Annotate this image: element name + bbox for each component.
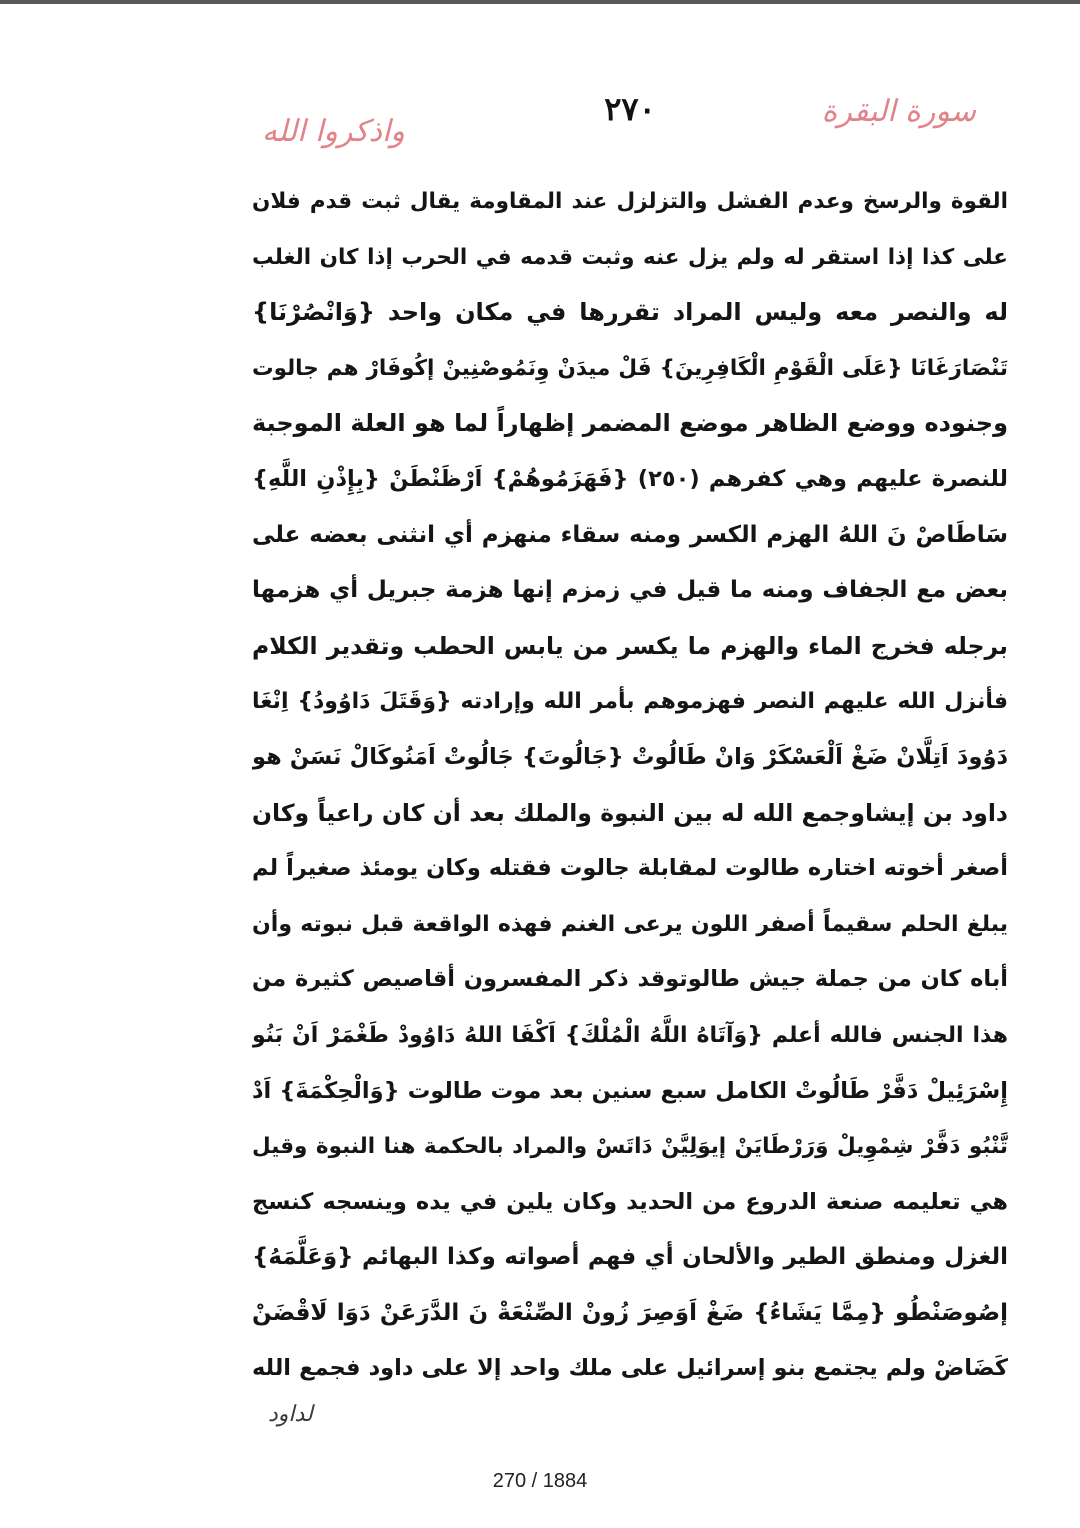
text-line: أباه كان من جملة جيش طالوتوقد ذكر المفسرون أقاصيص كثيرة من bbox=[252, 966, 1008, 993]
text-line: إِسْرَئِيلْ دَفَّرْ طَالُوتْ الكامل سبع سنين بعد موت طالوت {وَالْحِكْمَةَ} اَدْ bbox=[252, 1077, 1008, 1104]
text-line: كَضَاضْ ولم يجتمع بنو إسرائيل على ملك واحد إلا على داود فجمع الله bbox=[252, 1355, 1008, 1382]
text-line: داود بن إيشاوجمع الله له بين النبوة والملك بعد أن كان راعياً وكان bbox=[252, 798, 1008, 827]
surah-name-handwritten: سورة البقرة bbox=[821, 94, 976, 129]
text-line: دَوُودَ اَتِلَّانْ ضَغْ اَلْعَسْكَرْ وَانْ طَالُوتْ {جَالُوتَ} جَالُوتْ اَمَنُوكَالْ نَسَنْ هو bbox=[252, 743, 1008, 770]
text-line: إصُوصَنْطُو {مِمَّا يَشَاءُ} ضَغْ اَوَصِرَ زُونْ الصِّنْعَةْ نَ الدَّرَعَنْ دَوَا لَاقْضَنْ bbox=[252, 1299, 1008, 1326]
text-line: يبلغ الحلم سقيماً أصفر اللون يرعى الغنم فهذه الواقعة قبل نبوته وأن bbox=[252, 911, 1008, 937]
text-line: فأنزل الله عليهم النصر فهزموهم بأمر الله وإرادته {وَقَتَلَ دَاوُودُ} اِنْغَا bbox=[252, 689, 1008, 715]
text-line: له والنصر معه وليس المراد تقررها في مكان واحد {وَانْصُرْنَا} bbox=[252, 298, 1008, 327]
text-line: هذا الجنس فالله أعلم {وَآتَاهُ اللَّهُ الْمُلْكَ} اَكْفَا اللهُ دَاوُودْ طَغْمَرْ اَنْ بَنُو bbox=[252, 1022, 1008, 1048]
text-line: تَّنْبُو دَفَّرْ شِمْوِيلْ وَرَرْطَايَنْ إيوَلِيَّنْ دَاتَسْ والمراد بالحكمة هنا النبوة وقيل bbox=[252, 1134, 1008, 1160]
text-line: سَاطَاصْ نَ اللهُ الهزم الكسر ومنه سقاء منهزم أي انثنى بعضه على bbox=[252, 521, 1008, 548]
body-text bbox=[252, 174, 1008, 1397]
text-line: برجله فخرج الماء والهزم ما يكسر من يابس الحطب وتقدير الكلام bbox=[252, 631, 1008, 660]
text-line: هي تعليمه صنعة الدروع من الحديد وكان يلين في يده وينسجه كنسج bbox=[252, 1188, 1008, 1215]
text-line: على كذا إذا استقر له ولم يزل عنه وثبت قدمه في الحرب إذا كان الغلب bbox=[252, 244, 1008, 270]
text-line: للنصرة عليهم وهي كفرهم (٢٥٠) {فَهَزَمُوهُمْ} اَرْظَنْطَنْ {بِإِذْنِ اللَّهِ} bbox=[252, 465, 1008, 492]
text-line: القوة والرسخ وعدم الفشل والتزلزل عند المقاومة يقال ثبت قدم فلان bbox=[252, 189, 1008, 214]
margin-note-handwritten: واذكروا الله bbox=[262, 114, 405, 149]
text-line: بعض مع الجفاف ومنه ما قيل في زمزم إنها هزمة جبريل أي هزمها bbox=[252, 577, 1008, 604]
text-line: الغزل ومنطق الطير والألحان أي فهم أصواته وكذا البهائم {وَعَلَّمَهُ} bbox=[252, 1244, 1008, 1271]
page-number: ٢٧٠ bbox=[604, 90, 656, 128]
text-line: أصغر أخوته اختاره طالوت لمقابلة جالوت فقتله وكان يومئذ صغيراً لم bbox=[252, 855, 1008, 882]
catchword-handwritten: لداود bbox=[268, 1402, 313, 1427]
text-line: تَنْصَارَغَانَا {عَلَى الْقَوْمِ الْكَافِرِينَ} فَلْ ميدَنْ وِنَمُوصْنِينْ إكُوفَارْ هم جالوت bbox=[252, 355, 1008, 381]
text-line: وجنوده ووضع الظاهر موضع المضمر إظهاراً لما هو العلة الموجبة bbox=[252, 409, 1008, 438]
page-header bbox=[0, 88, 1080, 158]
page-counter: 270 / 1884 bbox=[492, 1470, 588, 1492]
scan-top-edge bbox=[0, 0, 1080, 4]
